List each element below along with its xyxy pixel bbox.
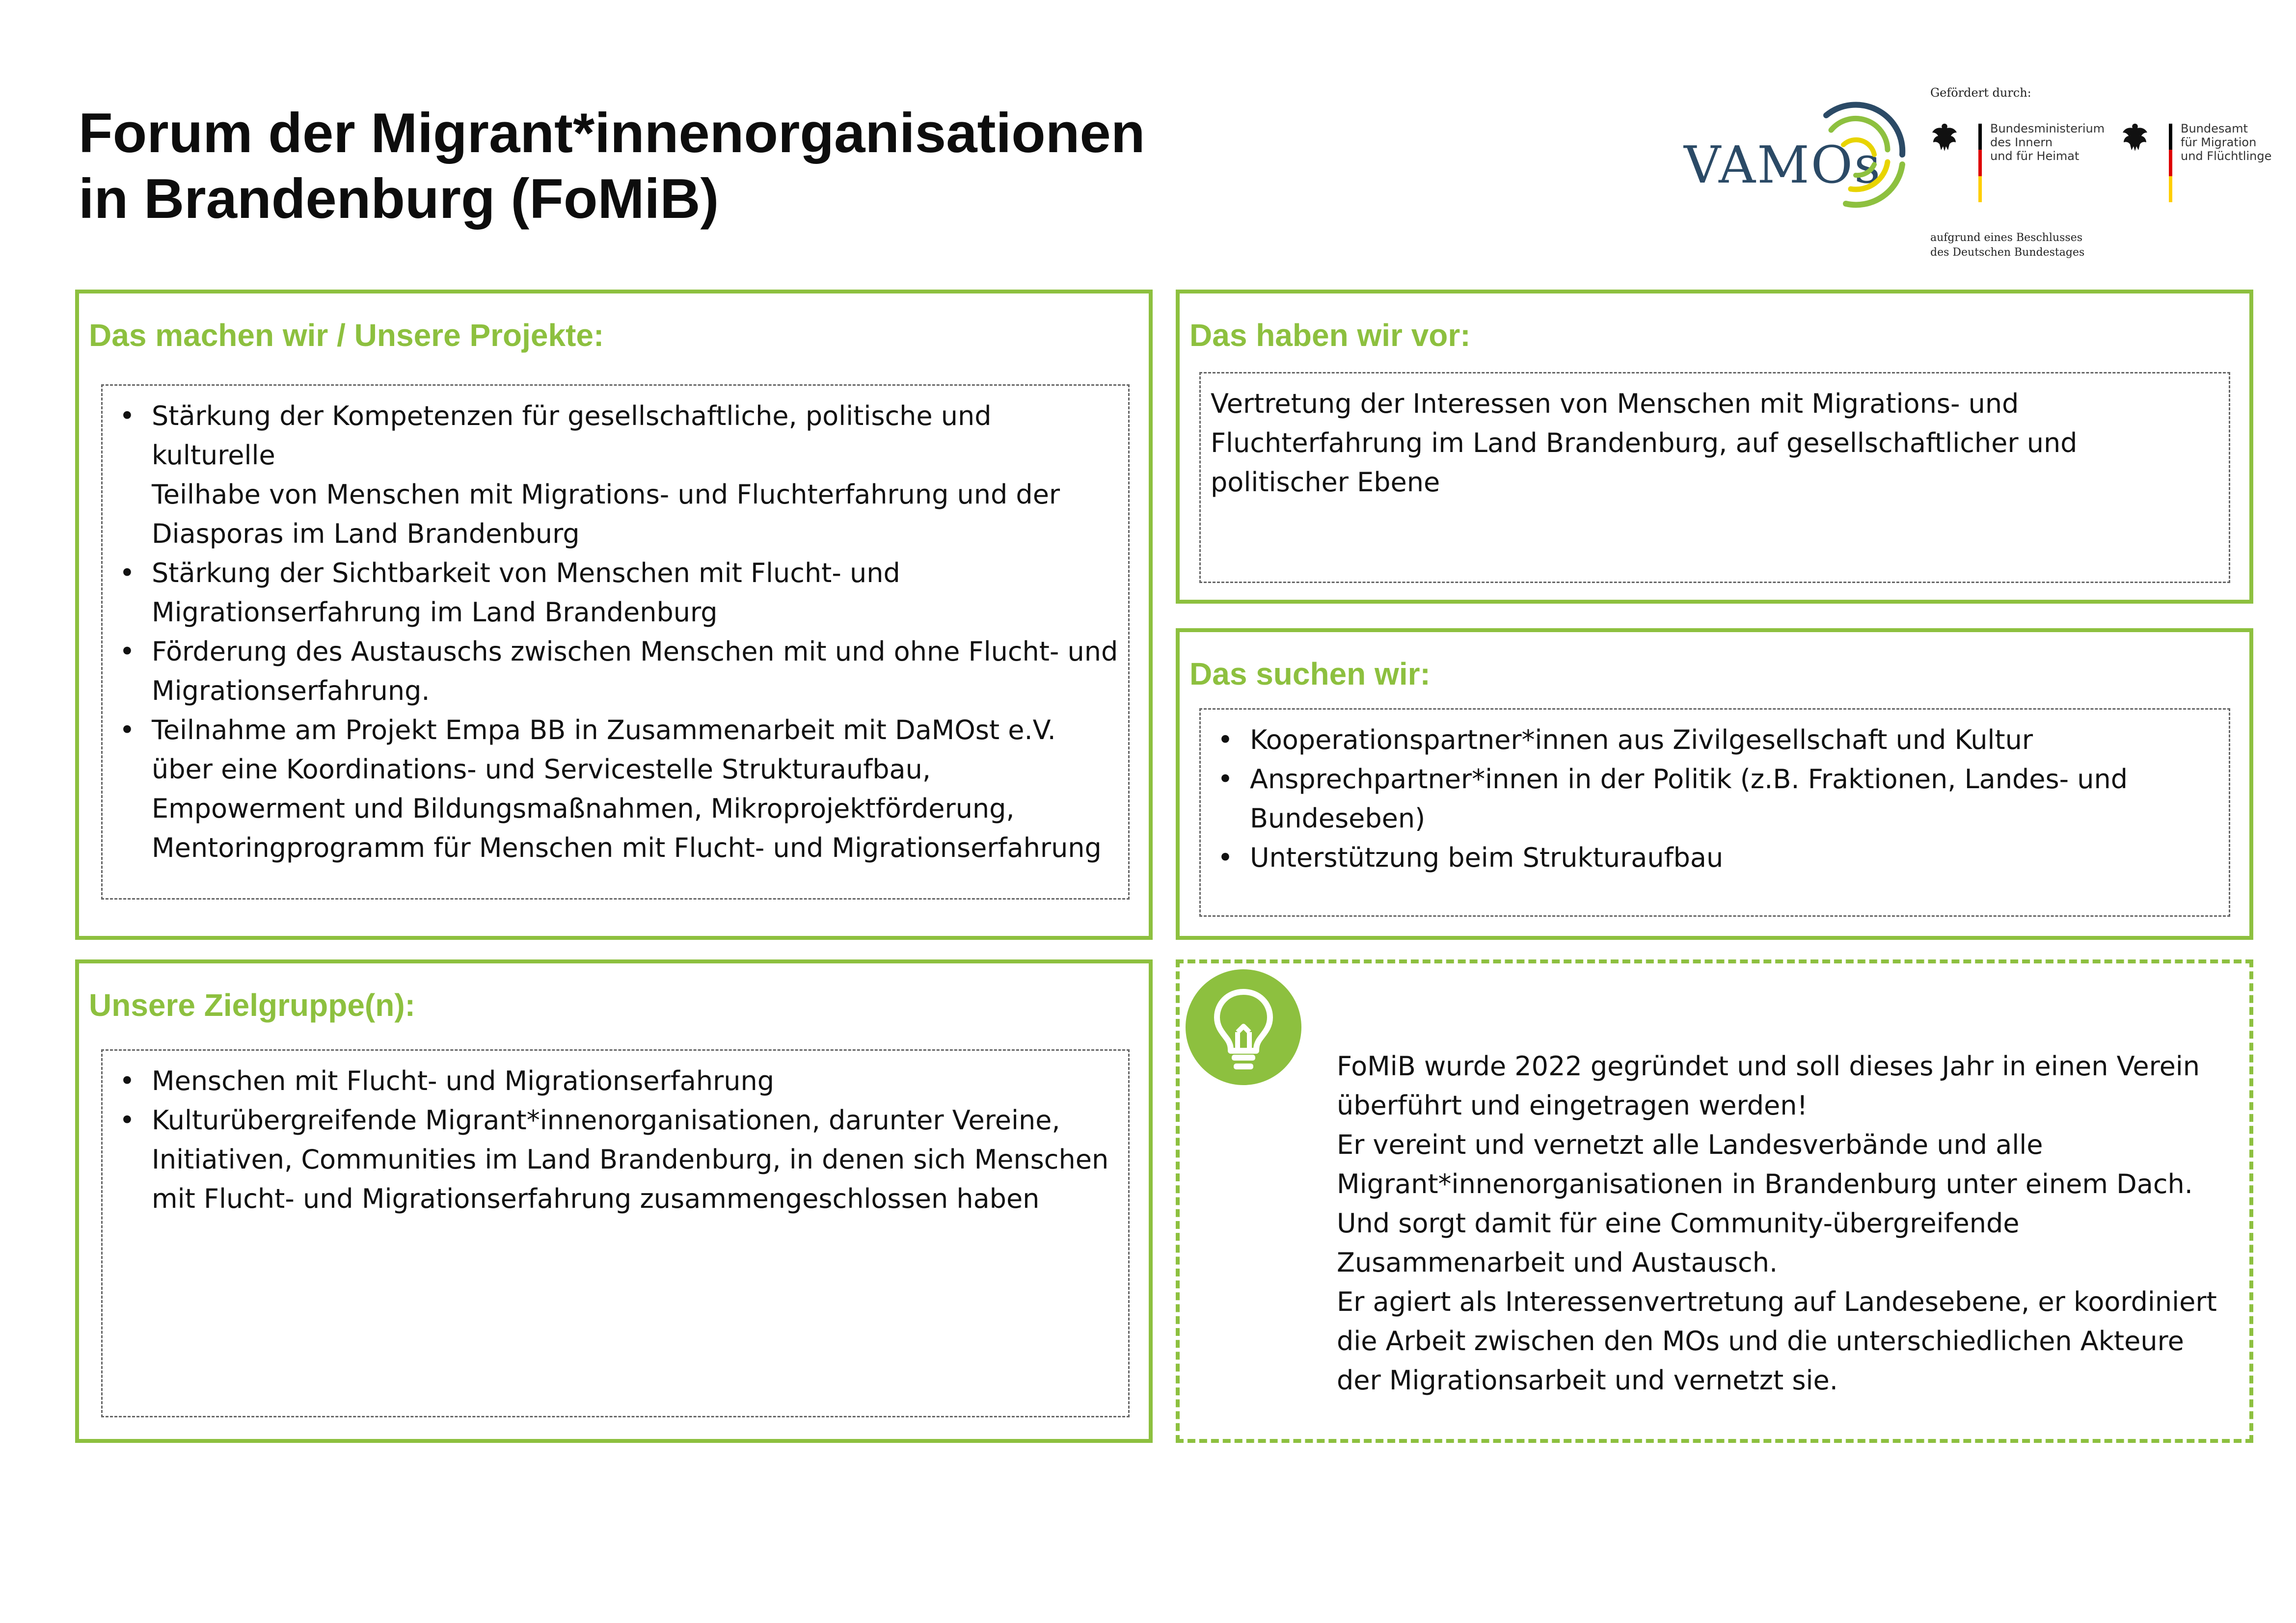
seeking-box <box>1176 628 2253 940</box>
list-item: • Unterstützung beim Strukturaufbau <box>1211 838 2219 878</box>
list-item: • Kooperationspartner*innen aus Zivilgesellschaft und Kultur <box>1211 720 2219 760</box>
bundestag-note: aufgrund eines Beschlusses des Deutschen Bundestages <box>1930 232 2085 259</box>
plans-box <box>1176 290 2253 604</box>
vamos-logo <box>1679 96 1915 213</box>
target-content <box>101 1049 1130 1417</box>
federal-eagle-icon <box>1930 122 1959 152</box>
seeking-list <box>1211 720 2219 878</box>
vamos-wordmark: VAMOs <box>1684 135 1882 195</box>
federal-eagle-icon <box>2121 122 2149 152</box>
page-title-line-1: Forum der Migrant*innenorganisationen <box>79 102 1145 164</box>
list-item: • Teilnahme am Projekt Empa BB in Zusammenarbeit mit DaMOst e.V. über eine Koordinations- und Servicestelle Strukturaufbau, Empowerment und Bildungsmaßnahmen, Mikroprojektförderung, Mentoringprogramm für Menschen mit Flucht- und Migrationserfahrung <box>112 711 1118 868</box>
german-flag-bar <box>1978 124 1982 202</box>
bmi-name: Bundesministerium des Innern und für Heimat <box>1990 122 2105 163</box>
projects-heading: Das machen wir / Unsere Projekte: <box>89 318 604 353</box>
list-item: • Kulturübergreifende Migrant*innenorganisationen, darunter Vereine, Initiativen, Communities im Land Brandenburg, in denen sich Menschen mit Flucht- und Migrationserfahrung zusammengeschlossen haben <box>112 1101 1118 1219</box>
target-heading: Unsere Zielgruppe(n): <box>89 987 415 1023</box>
seeking-heading: Das suchen wir: <box>1189 656 1431 692</box>
projects-box <box>75 290 1153 940</box>
bamf-logo <box>2121 122 2283 205</box>
target-box <box>75 959 1153 1443</box>
list-item: • Menschen mit Flucht- und Migrationserfahrung <box>112 1062 1118 1101</box>
info-text: FoMiB wurde 2022 gegründet und soll dieses Jahr in einen Verein überführt und eingetragen werden! Er vereint und vernetzt alle Landesverbände und alle Migrant*innenorganisationen in Brandenburg unter einem Dach. Und sorgt damit für eine Community-übergreifende Zusammenarbeit und Austausch. Er agiert als Interessenvertretung auf Landesebene, er koordiniert die Arbeit zwischen den MOs und die unterschiedlichen Akteure der Migrationsarbeit und vernetzt sie. <box>1337 1051 2217 1396</box>
page-title-line-2: in Brandenburg (FoMiB) <box>79 168 719 230</box>
projects-list <box>112 397 1118 868</box>
german-flag-bar <box>2169 124 2172 202</box>
vamos-rings-icon <box>1797 96 1915 213</box>
page-title <box>79 101 1145 232</box>
target-list <box>112 1062 1118 1219</box>
seeking-content <box>1199 708 2230 917</box>
lightbulb-icon <box>1185 968 1302 1086</box>
list-item: • Stärkung der Sichtbarkeit von Menschen mit Flucht- und Migrationserfahrung im Land Brandenburg <box>112 554 1118 632</box>
funding-label: Gefördert durch: <box>1930 86 2031 100</box>
list-item: • Förderung des Austauschs zwischen Menschen mit und ohne Flucht- und Migrationserfahrung. <box>112 632 1118 711</box>
plans-content <box>1199 372 2230 583</box>
projects-content <box>101 384 1130 900</box>
list-item: • Stärkung der Kompetenzen für gesellschaftliche, politische und kulturelle Teilhabe von Menschen mit Migrations- und Fluchterfahrung und der Diasporas im Land Brandenburg <box>112 397 1118 554</box>
info-box <box>1176 959 2253 1443</box>
bamf-name: Bundesamt für Migration und Flüchtlinge <box>2181 122 2272 163</box>
bmi-logo <box>1930 122 2105 205</box>
plans-text: Vertretung der Interessen von Menschen mit Migrations- und Fluchterfahrung im Land Brandenburg, auf gesellschaftlicher und politischer Ebene <box>1211 388 2078 498</box>
list-item: • Ansprechpartner*innen in der Politik (z.B. Fraktionen, Landes- und Bundeseben) <box>1211 760 2219 838</box>
plans-heading: Das haben wir vor: <box>1189 318 1471 353</box>
